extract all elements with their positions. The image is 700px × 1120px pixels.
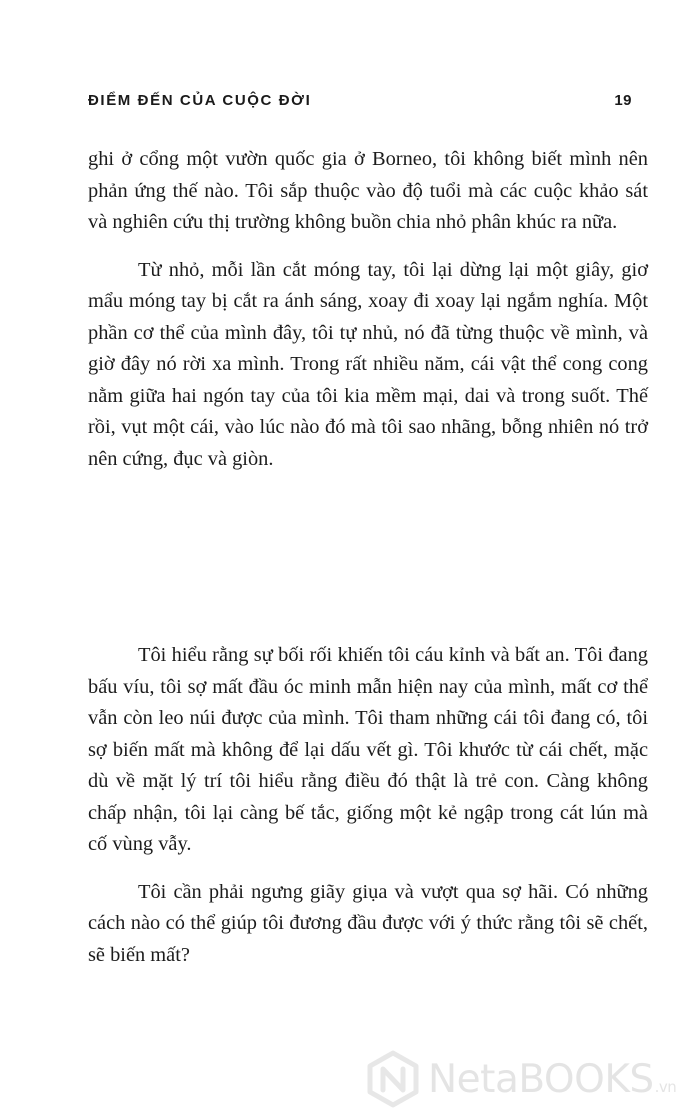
watermark-brand [428,1057,676,1102]
page-number: 19 [614,91,632,109]
watermark-brand-name: NetaBOOKS [428,1056,654,1102]
chapter-title: ĐIỂM ĐẾN CỦA CUỘC ĐỜI [88,91,312,109]
text-block-bottom [88,640,648,971]
text-block-top [88,144,648,475]
netabooks-logo-icon [364,1050,422,1108]
running-header [88,88,632,112]
paragraph: Tôi hiểu rằng sự bối rối khiến tôi cáu kỉnh và bất an. Tôi đang bấu víu, tôi sợ mất đầu óc minh mẫn hiện nay của mình, mất cơ thể vẫn còn leo núi được của mình. Tôi tham những cái tôi đang có, tôi sợ biến mất mà không để lại dấu vết gì. Tôi khước từ cái chết, mặc dù về mặt lý trí tôi hiểu rằng điều đó thật là trẻ con. Càng không chấp nhận, tôi lại càng bế tắc, giống một kẻ ngập trong cát lún mà cố vùng vẫy. [88,644,648,855]
paragraph-continued: ghi ở cổng một vườn quốc gia ở Borneo, tôi không biết mình nên phản ứng thế nào. Tôi sắp thuộc vào độ tuổi mà các cuộc khảo sát và nghiên cứu thị trường không buồn chia nhỏ phân khúc ra nữa. [88,148,648,233]
paragraph: Từ nhỏ, mỗi lần cắt móng tay, tôi lại dừng lại một giây, giơ mẩu móng tay bị cắt ra ánh sáng, xoay đi xoay lại ngắm nghía. Một phần cơ thể của mình đây, tôi tự nhủ, nó đã từng thuộc về mình, và giờ đây nó rời xa mình. Trong rất nhiều năm, cái vật thể cong cong nằm giữa hai ngón tay của tôi kia mềm mại, dai và trong suốt. Thế rồi, vụt một cái, vào lúc nào đó mà tôi sao nhãng, bỗng nhiên nó trở nên cứng, đục và giòn. [88,258,648,470]
watermark [364,1046,694,1112]
paragraph: Tôi cần phải ngưng giãy giụa và vượt qua sợ hãi. Có những cách nào có thể giúp tôi đương đầu được với ý thức rằng tôi sẽ chết, sẽ biến mất? [88,880,648,966]
watermark-tld: .vn [654,1077,677,1096]
